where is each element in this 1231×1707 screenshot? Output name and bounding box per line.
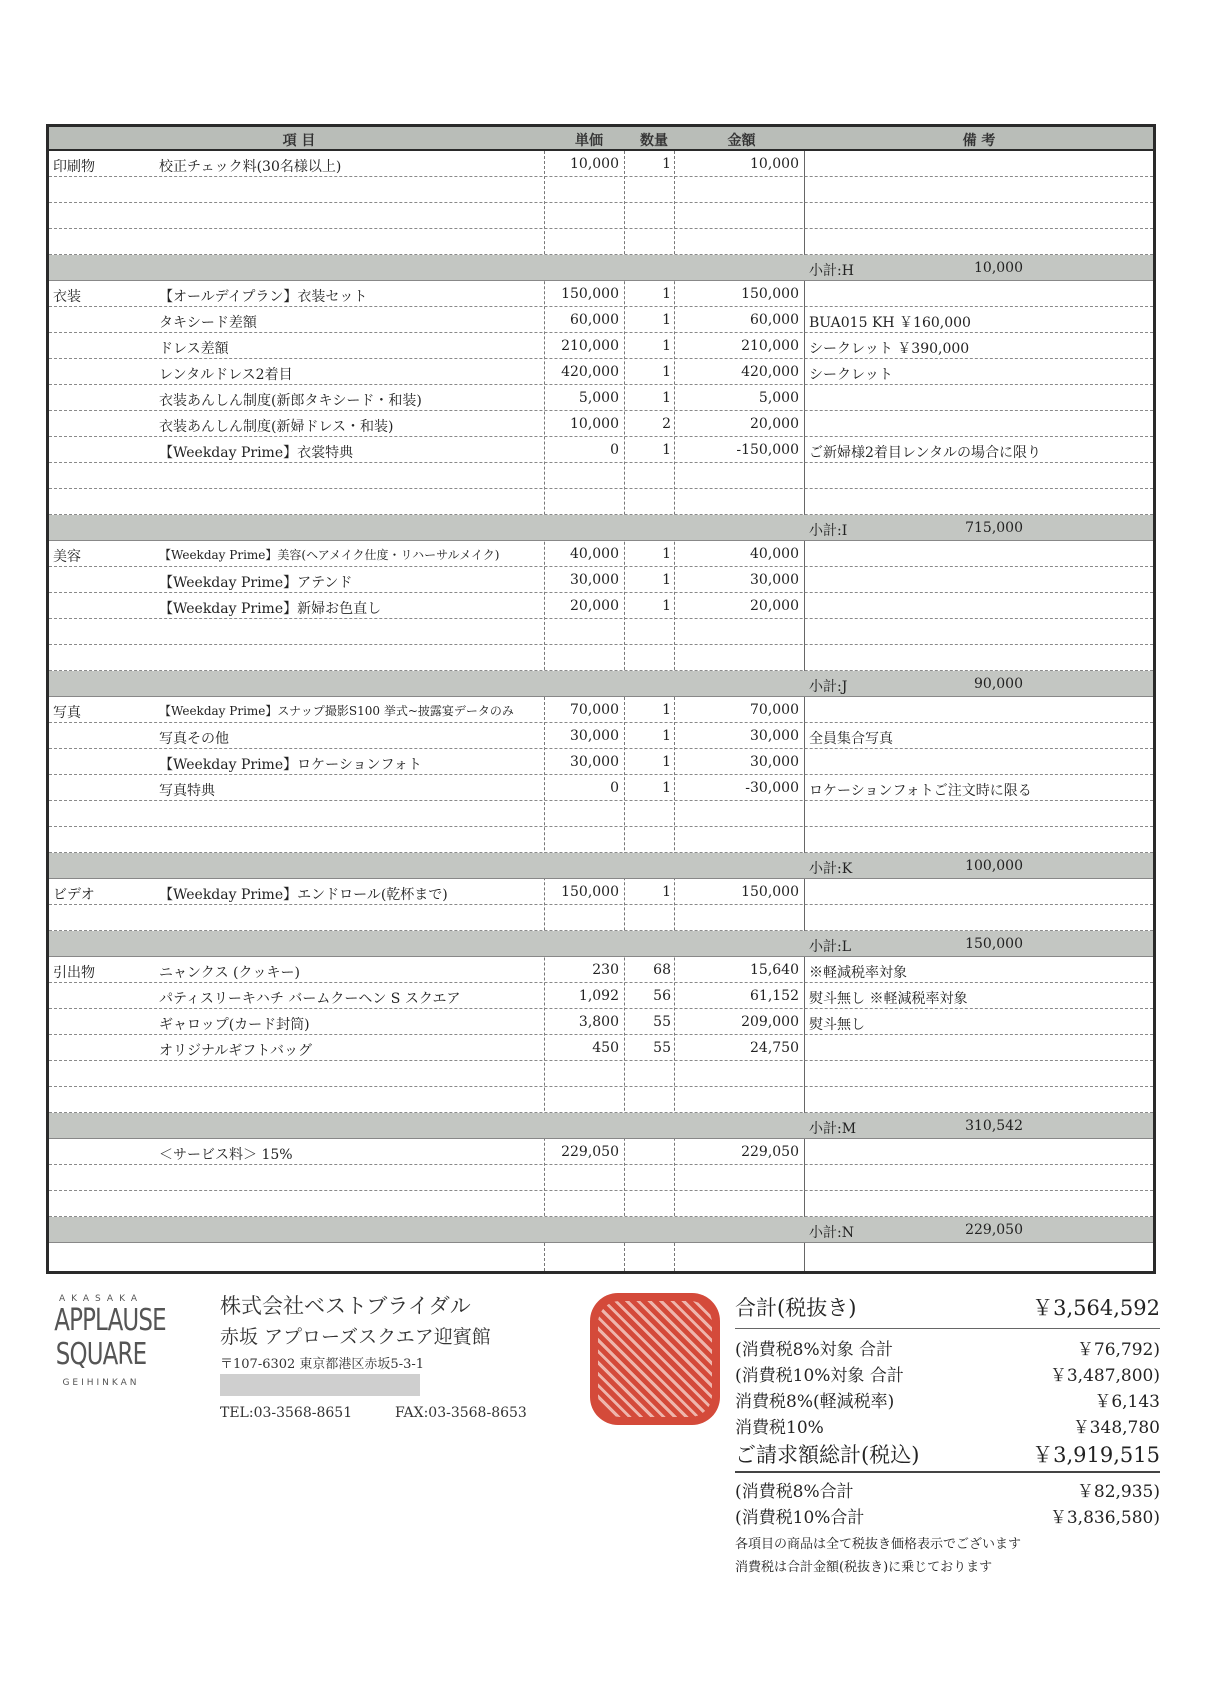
blank-row [49,203,1153,229]
subtotal-row [49,1217,1153,1243]
row-amount: -150,000 [736,442,799,458]
row-note: ご新婦様2着目レンタルの場合に限り [809,445,1041,461]
logo-top: AKASAKA [59,1294,143,1304]
header-unit: 単価 [575,133,603,149]
blank-row [49,827,1153,853]
tax8-base-line: (消費税8%対象 合計 ￥76,792) [735,1340,1160,1360]
blank-row [49,177,1153,203]
row-category: 写真 [53,705,81,721]
row-category: 引出物 [53,965,95,981]
table-row [49,1139,1153,1165]
row-note: シークレット [809,367,893,383]
row-item: 衣装あんしん制度(新郎タキシード・和装) [159,393,422,409]
table-row [49,437,1153,463]
row-quantity: 1 [662,286,671,302]
row-unit-price: 3,800 [578,1014,619,1030]
row-unit-price: 230 [592,962,619,978]
subtotal-label: 小計:N [809,1225,854,1241]
row-quantity: 68 [653,962,671,978]
subtotal-value: 100,000 [965,858,1023,874]
blank-row [49,489,1153,515]
table-row [49,775,1153,801]
row-unit-price: 60,000 [570,312,619,328]
row-category: 印刷物 [53,159,95,175]
row-amount: 30,000 [750,572,799,588]
row-item: ニャンクス (クッキー) [159,965,300,981]
row-amount: -30,000 [745,780,799,796]
row-unit-price: 420,000 [561,364,619,380]
row-quantity: 1 [662,598,671,614]
row-unit-price: 30,000 [570,754,619,770]
row-quantity: 1 [662,728,671,744]
table-row [49,697,1153,723]
row-amount: 60,000 [750,312,799,328]
row-unit-price: 20,000 [570,598,619,614]
row-item: 【Weekday Prime】スナップ撮影S100 挙式~披露宴データのみ [159,704,514,718]
row-note: シークレット ￥390,000 [809,341,970,357]
table-row [49,749,1153,775]
row-item: 【Weekday Prime】ロケーションフォト [159,757,422,773]
row-amount: 70,000 [750,702,799,718]
row-amount: 420,000 [741,364,799,380]
row-item: 【Weekday Prime】アテンド [159,575,353,591]
row-note: ※軽減税率対象 [809,965,907,981]
blank-row [49,619,1153,645]
subtotal-label: 小計:H [809,263,854,279]
table-row [49,593,1153,619]
row-unit-price: 30,000 [570,728,619,744]
row-quantity: 1 [662,338,671,354]
g8-line: (消費税8%合計 ￥82,935) [735,1482,1160,1502]
table-row [49,1009,1153,1035]
row-item: ＜サービス料＞ 15% [159,1147,293,1163]
company-name: 株式会社ベストブライダル [220,1294,471,1318]
row-amount: 229,050 [741,1144,799,1160]
row-quantity: 1 [662,312,671,328]
row-item: 【オールデイプラン】衣装セット [159,289,368,305]
row-unit-price: 229,050 [561,1144,619,1160]
row-quantity: 1 [662,364,671,380]
row-item: 【Weekday Prime】衣裳特典 [159,445,354,461]
header-amount: 金額 [727,133,756,149]
venue-name: 赤坂 アプローズスクエア迎賓館 [220,1326,491,1348]
blank-row [49,801,1153,827]
g10-line: (消費税10%合計 ￥3,836,580) [735,1508,1160,1528]
row-note: 熨斗無し [809,1017,865,1033]
row-item: 衣装あんしん制度(新婦ドレス・和装) [159,419,394,435]
subtotal-label: 小計:K [809,861,853,877]
row-amount: 20,000 [750,598,799,614]
table-row [49,957,1153,983]
note-1: 各項目の商品は全て税抜き価格表示でございます [735,1537,1022,1552]
logo-bottom: GEIHINKAN [62,1378,140,1388]
invoice-table [46,124,1156,1274]
row-note: 熨斗無し ※軽減税率対象 [809,991,968,1007]
row-quantity: 1 [662,156,671,172]
row-amount: 61,152 [750,988,799,1004]
row-quantity: 1 [662,442,671,458]
row-amount: 10,000 [750,156,799,172]
subtotal-row [49,931,1153,957]
table-row [49,385,1153,411]
subtotal-row [49,671,1153,697]
row-amount: 24,750 [750,1040,799,1056]
row-amount: 20,000 [750,416,799,432]
subtotal-label: 小計:M [809,1121,857,1137]
redacted-area [220,1374,420,1396]
blank-row [49,905,1153,931]
subtotal-row [49,853,1153,879]
row-amount: 30,000 [750,728,799,744]
row-unit-price: 70,000 [570,702,619,718]
row-unit-price: 30,000 [570,572,619,588]
subtotal-value: 150,000 [965,936,1023,952]
table-row [49,567,1153,593]
tax10-line: 消費税10% ￥348,780 [735,1418,1160,1438]
row-unit-price: 10,000 [570,156,619,172]
table-row [49,359,1153,385]
subtotal-value: 229,050 [965,1222,1023,1238]
row-unit-price: 0 [610,442,619,458]
row-unit-price: 40,000 [570,546,619,562]
row-quantity: 1 [662,390,671,406]
row-amount: 5,000 [758,390,799,406]
row-category: 衣装 [53,289,81,305]
logo-line2: SQUARE [55,1337,147,1372]
logo-line1: APPLAUSE [54,1303,166,1338]
subtotal-line: 合計(税抜き) ￥3,564,592 [735,1292,1160,1329]
row-unit-price: 150,000 [561,286,619,302]
header-item: 項 目 [282,133,316,149]
tax8-line: 消費税8%(軽減税率) ￥6,143 [735,1392,1160,1412]
row-quantity: 1 [662,884,671,900]
subtotal-row [49,255,1153,281]
row-quantity: 55 [653,1040,671,1056]
table-row [49,333,1153,359]
tel-number: TEL:03-3568-8651 [220,1405,353,1421]
row-item: 【Weekday Prime】美容(ヘアメイク仕度・リハーサルメイク) [159,548,500,562]
header-notes: 備 考 [962,133,996,149]
row-quantity: 1 [662,702,671,718]
subtotal-value: 310,542 [965,1118,1023,1134]
row-quantity: 55 [653,1014,671,1030]
table-row [49,723,1153,749]
row-category: ビデオ [53,887,95,903]
row-item: 【Weekday Prime】エンドロール(乾杯まで) [159,887,448,903]
blank-row [49,1087,1153,1113]
row-unit-price: 450 [592,1040,619,1056]
note-2: 消費税は合計金額(税抜き)に乗じております [735,1560,993,1575]
row-item: 【Weekday Prime】新婦お色直し [159,601,382,617]
table-header [49,127,1153,151]
subtotal-value: 90,000 [974,676,1023,692]
row-note: BUA015 KH ￥160,000 [809,315,971,331]
table-row [49,1035,1153,1061]
row-quantity: 2 [662,416,671,432]
row-item: パティスリーキハチ バームクーヘン S スクエア [159,991,461,1007]
table-row [49,151,1153,177]
blank-row [49,645,1153,671]
row-note: 全員集合写真 [809,731,893,747]
row-amount: 150,000 [741,286,799,302]
row-item: ドレス差額 [159,341,229,357]
totals-block [735,1292,1160,1575]
row-note: ロケーションフォトご注文時に限る [809,783,1032,799]
subtotal-value: 715,000 [965,520,1023,536]
blank-row [49,1061,1153,1087]
row-item: ギャロップ(カード封筒) [159,1017,310,1033]
row-unit-price: 1,092 [578,988,619,1004]
row-amount: 15,640 [750,962,799,978]
row-unit-price: 10,000 [570,416,619,432]
row-unit-price: 5,000 [578,390,619,406]
row-quantity: 1 [662,546,671,562]
company-seal [590,1293,720,1425]
row-item: タキシード差額 [159,315,257,331]
blank-row [49,1165,1153,1191]
row-item: オリジナルギフトバッグ [159,1043,313,1059]
row-amount: 209,000 [741,1014,799,1030]
row-item: 校正チェック料(30名様以上) [159,159,342,175]
tax10-base-line: (消費税10%対象 合計 ￥3,487,800) [735,1366,1160,1386]
table-row [49,879,1153,905]
row-unit-price: 210,000 [561,338,619,354]
row-item: 写真その他 [159,731,229,747]
subtotal-row [49,1113,1153,1139]
fax-number: FAX:03-3568-8653 [395,1405,527,1421]
table-row [49,411,1153,437]
subtotal-row [49,515,1153,541]
address-line1: 〒107-6302 東京都港区赤坂5-3-1 [220,1357,425,1372]
row-category: 美容 [53,549,81,565]
subtotal-label: 小計:J [809,679,848,695]
row-quantity: 1 [662,754,671,770]
subtotal-label: 小計:I [809,523,848,539]
row-amount: 210,000 [741,338,799,354]
subtotal-value: 10,000 [974,260,1023,276]
venue-logo [46,1294,166,1388]
grand-total-line: ご請求額総計(税込) ￥3,919,515 [735,1439,1160,1473]
row-item: レンタルドレス2着目 [159,367,293,383]
blank-row [49,229,1153,255]
row-item: 写真特典 [159,783,215,799]
row-quantity: 1 [662,780,671,796]
blank-row [49,463,1153,489]
row-unit-price: 150,000 [561,884,619,900]
table-row [49,541,1153,567]
table-row [49,307,1153,333]
header-qty: 数量 [640,133,668,149]
row-amount: 150,000 [741,884,799,900]
table-row [49,983,1153,1009]
row-unit-price: 0 [610,780,619,796]
row-amount: 40,000 [750,546,799,562]
blank-row [49,1191,1153,1217]
subtotal-label: 小計:L [809,939,852,955]
row-quantity: 56 [653,988,671,1004]
row-quantity: 1 [662,572,671,588]
table-row [49,281,1153,307]
row-amount: 30,000 [750,754,799,770]
